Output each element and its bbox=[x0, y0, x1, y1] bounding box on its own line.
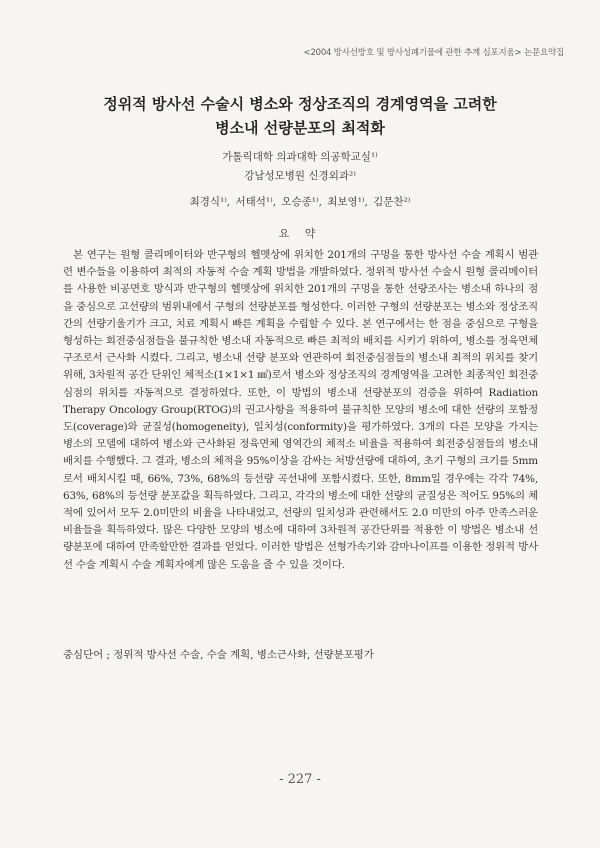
title-line-2: 병소내 선량분포의 최적화 bbox=[215, 119, 385, 137]
paper-title bbox=[60, 92, 540, 140]
affiliation-1: 가톨릭대학 의과대학 의공학교실¹⁾ bbox=[222, 151, 378, 163]
abstract-body: 본 연구는 원형 콜리메이터와 반구형의 헬멧상에 위치한 201개의 구멍을 통한 방사선 수술 계획시 범관련 변수들을 이용하여 최적의 자동적 수술 계획 방법을 개발하였다. 정위적 방사선 수술시 원형 콜리메이터를 사용한 비공면호 방식과 반구형의 헬멧상에 위치한 201개의 구멍을 통한 선량조사는 병소내 하나의 점을 중심으로 고선량의 범위내에서 구형의 선량분포를 형성한다. 이러한 구형의 선량분포는 병소와 정상조직간의 선량기울기가 크고, 치료 계획시 빠른 계획을 수립할 수 있다. 본 연구에서는 한 점을 중심으로 구형을 형성하는 회전중심점들을 불규칙한 병소내 자동적으로 빠른 최적의 배치를 시키기 위하여, 병소를 정육면체 구조로서 근사화 시켰다. 그리고, 병소내 선량 분포와 연관하여 회전중심점들의 병소내 최적의 위치를 찾기 위해, 3차원적 공간 단위인 체적소(1×1×1 ㎣)로서 병소와 정상조직의 경계영역을 고려한 최종적인 회전중심점의 위치를 자동적으로 결정하였다. 또한, 이 방법의 병소내 선량분포의 검증을 위하여 Radiation Therapy Oncology Group(RTOG)의 권고사항을 적용하여 불규칙한 모양의 병소에 대한 선량의 포함정도(coverage)와 균질성(homogeneity), 일치성(conformity)을 평가하였다. 3개의 다른 모양을 가지는 병소의 모델에 대하여 병소와 근사화된 정육면체 영역간의 체적소 비율을 적용하여 회전중심점들의 병소내 배치를 수행했다. 그 결과, 병소의 체적을 95%이상을 감싸는 처방선량에 대하여, 초기 구형의 크기를 5mm로서 배치시킬 때, 66%, 73%, 68%의 등선량 곡선내에 포함시켰다. 또한, 8mm일 경우에는 각각 74%, 63%, 68%의 등선량 분포값을 획득하였다. 그리고, 각각의 병소에 대한 선량의 균질성은 적어도 95%의 체적에 있어서 모두 2.0미만의 비율을 나타내었고, 선량의 일치성과 관련해서도 2.0 미만의 아주 만족스러운 비율들을 획득하였다. 많은 다양한 모양의 병소에 대하여 3차원적 공간단위를 적용한 이 방법은 병소내 선량분포에 대하여 만족할만한 결과를 얻었다. 이러한 방법은 선형가속기와 감마나이프를 이용한 정위적 방사선 수술 계획시 수술 계획자에게 많은 도움을 줄 수 있을 것이다. bbox=[63, 249, 538, 571]
page-number: - 227 - bbox=[279, 772, 321, 787]
affiliation-2: 강남성모병원 신경외과²⁾ bbox=[244, 170, 356, 182]
keywords: 중심단어 ; 정위적 방사선 수술, 수술 계획, 병소근사화, 선량분포평가 bbox=[63, 649, 374, 661]
author-list: 최경식¹⁾, 서태석¹⁾, 오승종¹⁾, 최보영¹⁾, 김문찬²⁾ bbox=[189, 196, 411, 208]
affiliations bbox=[0, 148, 600, 186]
abstract-heading: 요 약 bbox=[278, 227, 322, 240]
running-header: <2004 방사선방호 및 방사성폐기물에 관한 추계 심포지움> 논문요약집 bbox=[303, 48, 564, 58]
title-line-1: 정위적 방사선 수술시 병소와 정상조직의 경계영역을 고려한 bbox=[103, 95, 497, 113]
